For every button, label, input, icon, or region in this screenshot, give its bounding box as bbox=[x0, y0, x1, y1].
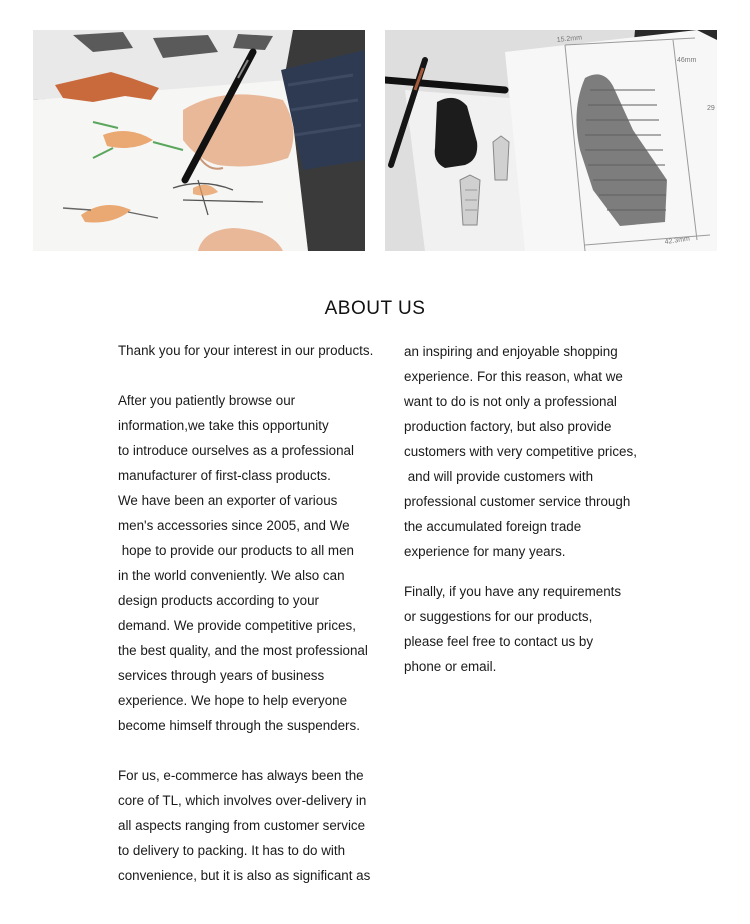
measurement-label-1: 15.2mm bbox=[556, 34, 583, 44]
text-line: want to do is not only a professional bbox=[404, 394, 617, 409]
pattern-draft-photo bbox=[385, 30, 717, 251]
about-left-column bbox=[118, 338, 393, 888]
text-line: please feel free to contact us by bbox=[404, 634, 594, 649]
text-line: experience. For this reason, what we bbox=[404, 369, 623, 384]
text-line: manufacturer of first-class products. bbox=[118, 468, 331, 483]
text-line: phone or email. bbox=[404, 659, 497, 674]
text-line: or suggestions for our products, bbox=[404, 609, 593, 624]
text-line: information,we take this opportunity bbox=[118, 418, 329, 433]
text-line: customers with very competitive prices, bbox=[404, 444, 637, 459]
text-line: in the world conveniently. We also can bbox=[118, 568, 345, 583]
text-line: We have been an exporter of various bbox=[118, 493, 338, 508]
text-line: men's accessories since 2005, and We bbox=[118, 518, 350, 533]
text-line: the accumulated foreign trade bbox=[404, 519, 582, 534]
measurement-label-2: 46mm bbox=[677, 57, 697, 64]
design-sketch-illustration bbox=[33, 30, 365, 251]
text-line: the best quality, and the most professional bbox=[118, 643, 368, 658]
measurement-label-5: 42.3mm bbox=[664, 235, 691, 246]
text-line: Finally, if you have any requirements bbox=[404, 584, 622, 599]
text-line: convenience, but it is also as significant as bbox=[118, 868, 371, 883]
text-line: and will provide customers with bbox=[404, 469, 594, 484]
about-us-title: ABOUT US bbox=[324, 298, 426, 319]
text-line: services through years of business bbox=[118, 668, 325, 683]
text-line: all aspects ranging from customer service bbox=[118, 818, 366, 833]
measurement-label-3: 29 bbox=[707, 105, 715, 112]
text-line: production factory, but also provide bbox=[404, 419, 612, 434]
text-line: After you patiently browse our bbox=[118, 393, 296, 408]
intro-line: Thank you for your interest in our products. bbox=[118, 343, 374, 358]
pattern-draft-illustration bbox=[385, 30, 717, 251]
text-line: hope to provide our products to all men bbox=[118, 543, 354, 558]
text-line: to delivery to packing. It has to do with bbox=[118, 843, 346, 858]
text-line: become himself through the suspenders. bbox=[118, 718, 360, 733]
text-line: professional customer service through bbox=[404, 494, 631, 509]
text-line: core of TL, which involves over-delivery in bbox=[118, 793, 367, 808]
text-line: experience. We hope to help everyone bbox=[118, 693, 348, 708]
text-line: an inspiring and enjoyable shopping bbox=[404, 344, 618, 359]
design-sketch-photo bbox=[33, 30, 365, 251]
about-right-column bbox=[404, 339, 679, 679]
text-line: experience for many years. bbox=[404, 544, 566, 559]
text-line: For us, e-commerce has always been the bbox=[118, 768, 364, 783]
text-line: to introduce ourselves as a professional bbox=[118, 443, 354, 458]
text-line: demand. We provide competitive prices, bbox=[118, 618, 356, 633]
text-line: design products according to your bbox=[118, 593, 319, 608]
